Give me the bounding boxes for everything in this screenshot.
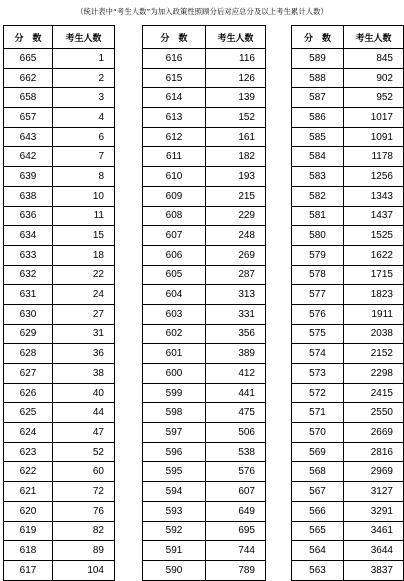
table-row xyxy=(4,423,115,443)
count-cell: 3291 xyxy=(344,501,404,521)
count-cell: 4 xyxy=(53,108,115,128)
score-cell: 596 xyxy=(143,442,206,462)
score-cell: 638 xyxy=(4,186,53,206)
table-row xyxy=(4,68,115,88)
count-cell: 116 xyxy=(206,49,266,69)
count-cell: 7 xyxy=(53,147,115,167)
count-cell: 104 xyxy=(53,560,115,580)
count-cell: 60 xyxy=(53,462,115,482)
table-row xyxy=(4,462,115,482)
table-row xyxy=(143,68,266,88)
table-row xyxy=(292,108,404,128)
score-table-3 xyxy=(291,25,404,581)
score-cell: 588 xyxy=(292,68,344,88)
table-row xyxy=(292,423,404,443)
score-cell: 642 xyxy=(4,147,53,167)
score-cell: 605 xyxy=(143,265,206,285)
score-cell: 617 xyxy=(4,560,53,580)
count-cell: 3644 xyxy=(344,541,404,561)
score-cell: 627 xyxy=(4,364,53,384)
score-cell: 612 xyxy=(143,127,206,147)
count-cell: 2669 xyxy=(344,423,404,443)
score-cell: 615 xyxy=(143,68,206,88)
table-row xyxy=(143,147,266,167)
score-cell: 579 xyxy=(292,245,344,265)
table-row xyxy=(292,364,404,384)
score-cell: 665 xyxy=(4,49,53,69)
score-cell: 568 xyxy=(292,462,344,482)
score-cell: 570 xyxy=(292,423,344,443)
count-cell: 10 xyxy=(53,186,115,206)
table-row xyxy=(143,127,266,147)
count-cell: 1017 xyxy=(344,108,404,128)
count-cell: 356 xyxy=(206,324,266,344)
score-cell: 657 xyxy=(4,108,53,128)
count-cell: 1 xyxy=(53,49,115,69)
count-cell: 182 xyxy=(206,147,266,167)
table-row xyxy=(292,265,404,285)
table-row xyxy=(143,186,266,206)
table-row xyxy=(4,383,115,403)
table-row xyxy=(4,364,115,384)
table-row xyxy=(143,88,266,108)
table-row xyxy=(4,324,115,344)
count-cell: 331 xyxy=(206,304,266,324)
table-row xyxy=(143,226,266,246)
count-cell: 3127 xyxy=(344,482,404,502)
table-row xyxy=(4,147,115,167)
score-cell: 567 xyxy=(292,482,344,502)
table-row xyxy=(4,482,115,502)
count-cell: 3837 xyxy=(344,560,404,580)
table-row xyxy=(4,167,115,187)
score-cell: 593 xyxy=(143,501,206,521)
count-cell: 441 xyxy=(206,383,266,403)
score-cell: 634 xyxy=(4,226,53,246)
count-cell: 1256 xyxy=(344,167,404,187)
count-cell: 1823 xyxy=(344,285,404,305)
count-cell: 1911 xyxy=(344,304,404,324)
table-row xyxy=(143,482,266,502)
score-cell: 598 xyxy=(143,403,206,423)
count-cell: 1525 xyxy=(344,226,404,246)
count-cell: 44 xyxy=(53,403,115,423)
table-row xyxy=(292,186,404,206)
count-cell: 1622 xyxy=(344,245,404,265)
score-cell: 603 xyxy=(143,304,206,324)
count-cell: 313 xyxy=(206,285,266,305)
count-cell: 18 xyxy=(53,245,115,265)
table-row xyxy=(4,265,115,285)
table-row xyxy=(4,245,115,265)
table-row xyxy=(4,226,115,246)
count-cell: 1178 xyxy=(344,147,404,167)
table-row xyxy=(292,462,404,482)
count-cell: 2969 xyxy=(344,462,404,482)
score-cell: 591 xyxy=(143,541,206,561)
score-cell: 572 xyxy=(292,383,344,403)
count-cell: 2550 xyxy=(344,403,404,423)
table-row xyxy=(143,49,266,69)
table-row xyxy=(4,403,115,423)
table-row xyxy=(4,501,115,521)
count-cell: 193 xyxy=(206,167,266,187)
score-cell: 606 xyxy=(143,245,206,265)
count-cell: 248 xyxy=(206,226,266,246)
header-score: 分 数 xyxy=(143,26,206,49)
count-cell: 1715 xyxy=(344,265,404,285)
count-cell: 789 xyxy=(206,560,266,580)
score-cell: 600 xyxy=(143,364,206,384)
score-cell: 595 xyxy=(143,462,206,482)
count-cell: 215 xyxy=(206,186,266,206)
score-cell: 658 xyxy=(4,88,53,108)
count-cell: 22 xyxy=(53,265,115,285)
table-row xyxy=(292,501,404,521)
score-cell: 608 xyxy=(143,206,206,226)
count-cell: 1343 xyxy=(344,186,404,206)
table-row xyxy=(4,186,115,206)
count-cell: 2816 xyxy=(344,442,404,462)
score-cell: 630 xyxy=(4,304,53,324)
table-row xyxy=(292,442,404,462)
table-row xyxy=(4,344,115,364)
table-row xyxy=(143,462,266,482)
table-row xyxy=(292,324,404,344)
table-row xyxy=(143,167,266,187)
table-row xyxy=(143,285,266,305)
score-cell: 662 xyxy=(4,68,53,88)
table-row xyxy=(143,541,266,561)
score-cell: 582 xyxy=(292,186,344,206)
count-cell: 72 xyxy=(53,482,115,502)
table-row xyxy=(292,88,404,108)
score-cell: 576 xyxy=(292,304,344,324)
table-row xyxy=(292,403,404,423)
score-cell: 610 xyxy=(143,167,206,187)
table-row xyxy=(143,245,266,265)
count-cell: 89 xyxy=(53,541,115,561)
score-cell: 573 xyxy=(292,364,344,384)
score-cell: 618 xyxy=(4,541,53,561)
score-cell: 643 xyxy=(4,127,53,147)
table-row xyxy=(143,324,266,344)
count-cell: 1091 xyxy=(344,127,404,147)
score-cell: 614 xyxy=(143,88,206,108)
count-cell: 15 xyxy=(53,226,115,246)
table-row xyxy=(143,344,266,364)
table-row xyxy=(292,560,404,580)
table-row xyxy=(143,501,266,521)
score-cell: 583 xyxy=(292,167,344,187)
score-cell: 624 xyxy=(4,423,53,443)
table-row xyxy=(4,88,115,108)
table-row xyxy=(143,403,266,423)
count-cell: 744 xyxy=(206,541,266,561)
count-cell: 152 xyxy=(206,108,266,128)
table-row xyxy=(292,245,404,265)
score-cell: 574 xyxy=(292,344,344,364)
count-cell: 36 xyxy=(53,344,115,364)
count-cell: 139 xyxy=(206,88,266,108)
score-cell: 569 xyxy=(292,442,344,462)
table-caption: （统计表中“考生人数”为加入政策性照顾分后对应总分及以上考生累计人数） xyxy=(76,7,328,16)
table-row xyxy=(4,108,115,128)
count-cell: 1437 xyxy=(344,206,404,226)
score-cell: 594 xyxy=(143,482,206,502)
score-cell: 623 xyxy=(4,442,53,462)
table-row xyxy=(292,49,404,69)
table-row xyxy=(292,383,404,403)
count-cell: 161 xyxy=(206,127,266,147)
table-row xyxy=(292,167,404,187)
score-cell: 589 xyxy=(292,49,344,69)
table-row xyxy=(143,206,266,226)
count-cell: 389 xyxy=(206,344,266,364)
count-cell: 126 xyxy=(206,68,266,88)
count-cell: 82 xyxy=(53,521,115,541)
score-cell: 565 xyxy=(292,521,344,541)
score-cell: 592 xyxy=(143,521,206,541)
table-row xyxy=(292,541,404,561)
table-row xyxy=(143,383,266,403)
count-cell: 695 xyxy=(206,521,266,541)
score-cell: 590 xyxy=(143,560,206,580)
count-cell: 31 xyxy=(53,324,115,344)
count-cell: 24 xyxy=(53,285,115,305)
score-cell: 599 xyxy=(143,383,206,403)
count-cell: 47 xyxy=(53,423,115,443)
score-cell: 602 xyxy=(143,324,206,344)
count-cell: 27 xyxy=(53,304,115,324)
header-score: 分 数 xyxy=(4,26,53,49)
count-cell: 412 xyxy=(206,364,266,384)
count-cell: 538 xyxy=(206,442,266,462)
count-cell: 506 xyxy=(206,423,266,443)
table-row xyxy=(292,147,404,167)
score-cell: 609 xyxy=(143,186,206,206)
score-cell: 613 xyxy=(143,108,206,128)
score-cell: 626 xyxy=(4,383,53,403)
table-row xyxy=(143,364,266,384)
score-cell: 620 xyxy=(4,501,53,521)
count-cell: 3 xyxy=(53,88,115,108)
score-cell: 621 xyxy=(4,482,53,502)
score-cell: 575 xyxy=(292,324,344,344)
score-cell: 631 xyxy=(4,285,53,305)
count-cell: 269 xyxy=(206,245,266,265)
score-cell: 601 xyxy=(143,344,206,364)
score-cell: 633 xyxy=(4,245,53,265)
score-cell: 636 xyxy=(4,206,53,226)
table-row xyxy=(292,206,404,226)
table-row xyxy=(143,423,266,443)
score-cell: 566 xyxy=(292,501,344,521)
score-cell: 563 xyxy=(292,560,344,580)
table-row xyxy=(143,442,266,462)
count-cell: 607 xyxy=(206,482,266,502)
score-cell: 581 xyxy=(292,206,344,226)
count-cell: 2038 xyxy=(344,324,404,344)
header-count: 考生人数 xyxy=(53,26,115,49)
count-cell: 8 xyxy=(53,167,115,187)
score-cell: 622 xyxy=(4,462,53,482)
table-row xyxy=(4,285,115,305)
table-row xyxy=(292,482,404,502)
score-cell: 571 xyxy=(292,403,344,423)
score-cell: 639 xyxy=(4,167,53,187)
count-cell: 2152 xyxy=(344,344,404,364)
score-cell: 629 xyxy=(4,324,53,344)
score-cell: 587 xyxy=(292,88,344,108)
count-cell: 40 xyxy=(53,383,115,403)
score-cell: 597 xyxy=(143,423,206,443)
count-cell: 902 xyxy=(344,68,404,88)
score-cell: 632 xyxy=(4,265,53,285)
score-table-2 xyxy=(142,25,266,581)
count-cell: 475 xyxy=(206,403,266,423)
score-cell: 607 xyxy=(143,226,206,246)
score-cell: 619 xyxy=(4,521,53,541)
table-row xyxy=(292,344,404,364)
score-cell: 580 xyxy=(292,226,344,246)
header-count: 考生人数 xyxy=(344,26,404,49)
table-row xyxy=(143,560,266,580)
count-cell: 52 xyxy=(53,442,115,462)
score-cell: 586 xyxy=(292,108,344,128)
score-cell: 577 xyxy=(292,285,344,305)
table-row xyxy=(4,49,115,69)
score-cell: 611 xyxy=(143,147,206,167)
table-row xyxy=(292,68,404,88)
count-cell: 38 xyxy=(53,364,115,384)
score-cell: 616 xyxy=(143,49,206,69)
table-row xyxy=(143,265,266,285)
header-score: 分 数 xyxy=(292,26,344,49)
count-cell: 6 xyxy=(53,127,115,147)
count-cell: 952 xyxy=(344,88,404,108)
score-cell: 604 xyxy=(143,285,206,305)
count-cell: 2415 xyxy=(344,383,404,403)
score-cell: 628 xyxy=(4,344,53,364)
count-cell: 2298 xyxy=(344,364,404,384)
score-cell: 578 xyxy=(292,265,344,285)
table-row xyxy=(292,226,404,246)
score-cell: 625 xyxy=(4,403,53,423)
table-row xyxy=(4,442,115,462)
table-row xyxy=(4,560,115,580)
count-cell: 3461 xyxy=(344,521,404,541)
count-cell: 845 xyxy=(344,49,404,69)
table-row xyxy=(4,206,115,226)
table-row xyxy=(292,285,404,305)
table-row xyxy=(4,304,115,324)
count-cell: 229 xyxy=(206,206,266,226)
table-row xyxy=(4,541,115,561)
count-cell: 287 xyxy=(206,265,266,285)
count-cell: 649 xyxy=(206,501,266,521)
score-table-1 xyxy=(3,25,115,581)
count-cell: 2 xyxy=(53,68,115,88)
header-count: 考生人数 xyxy=(206,26,266,49)
table-row xyxy=(143,108,266,128)
count-cell: 11 xyxy=(53,206,115,226)
score-cell: 585 xyxy=(292,127,344,147)
count-cell: 576 xyxy=(206,462,266,482)
table-row xyxy=(292,304,404,324)
table-row xyxy=(143,304,266,324)
count-cell: 76 xyxy=(53,501,115,521)
table-row xyxy=(4,127,115,147)
table-row xyxy=(292,127,404,147)
score-cell: 564 xyxy=(292,541,344,561)
score-cell: 584 xyxy=(292,147,344,167)
